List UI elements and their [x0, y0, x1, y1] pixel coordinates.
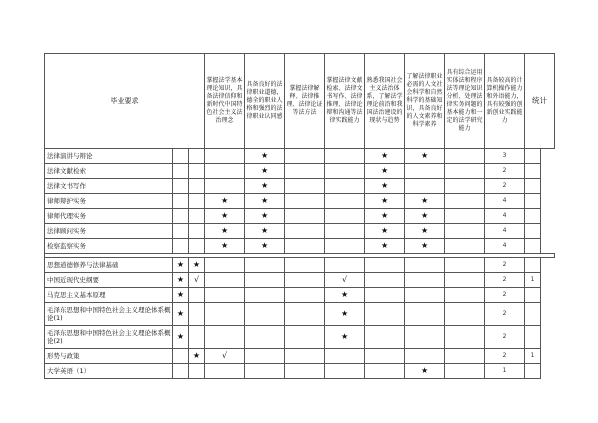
- mark-cell: [445, 149, 485, 164]
- count-cell: 2: [485, 288, 525, 303]
- extra-count-cell: [525, 164, 541, 179]
- mark-cell: ★: [365, 164, 405, 179]
- table-row: [45, 209, 555, 224]
- mark-cell: [285, 258, 325, 273]
- mark-cell: [205, 258, 245, 273]
- mark-cell: √: [325, 273, 365, 288]
- mark-cell: [189, 303, 205, 326]
- mark-cell: [189, 239, 205, 254]
- mark-cell: ★: [365, 179, 405, 194]
- mark-cell: [173, 364, 189, 379]
- count-cell: 4: [485, 209, 525, 224]
- mark-cell: [405, 179, 445, 194]
- mark-cell: [205, 273, 245, 288]
- extra-count-cell: [525, 224, 541, 239]
- mark-cell: ★: [205, 239, 245, 254]
- table-row: [45, 288, 555, 303]
- course-name: 大学英语（1）: [45, 364, 173, 379]
- table-row: [45, 326, 555, 349]
- requirement-2: 具备良好的法律职业道德，德全的职业人格和强烈的法律职业认同感: [245, 54, 285, 149]
- extra-count-cell: [525, 149, 541, 164]
- mark-cell: [365, 288, 405, 303]
- mark-cell: [285, 349, 325, 364]
- mark-cell: [189, 194, 205, 209]
- mark-cell: [189, 149, 205, 164]
- mark-cell: [245, 288, 285, 303]
- mark-cell: [405, 164, 445, 179]
- mark-cell: [445, 179, 485, 194]
- mark-cell: [325, 224, 365, 239]
- mark-cell: [445, 288, 485, 303]
- extra-count-cell: [525, 326, 541, 349]
- mark-cell: [245, 273, 285, 288]
- mark-cell: [405, 288, 445, 303]
- mark-cell: [325, 209, 365, 224]
- mark-cell: [285, 224, 325, 239]
- requirement-8: 具备较高的计算机操作能力和外语能力，具有较强的创新创业实践能力: [485, 54, 525, 149]
- mark-cell: [285, 239, 325, 254]
- mark-cell: [245, 364, 285, 379]
- mark-cell: [365, 273, 405, 288]
- mark-cell: [285, 209, 325, 224]
- mark-cell: [205, 326, 245, 349]
- mark-cell: [205, 288, 245, 303]
- course-name: 思想道德修养与法律基础: [45, 258, 173, 273]
- extra-count-cell: [525, 364, 541, 379]
- mark-cell: [365, 364, 405, 379]
- requirement-7: 具有综合运用实体法和程序法等理论知识分析、处理法律实务问题的基本能力和一定的法学研究能力: [445, 54, 485, 149]
- mark-cell: [325, 179, 365, 194]
- mark-cell: [445, 209, 485, 224]
- table-row: [45, 273, 555, 288]
- mark-cell: [285, 364, 325, 379]
- course-name: 律师辩护实务: [45, 194, 173, 209]
- mark-cell: ★: [189, 258, 205, 273]
- course-name: 法律文献检索: [45, 164, 173, 179]
- mark-cell: [365, 258, 405, 273]
- mark-cell: [325, 149, 365, 164]
- course-name: 马克思主义基本原理: [45, 288, 173, 303]
- mark-cell: [445, 273, 485, 288]
- mark-cell: ★: [245, 194, 285, 209]
- mark-cell: [405, 303, 445, 326]
- mark-cell: [325, 258, 365, 273]
- mark-cell: ★: [325, 303, 365, 326]
- count-cell: 2: [485, 273, 525, 288]
- table-row: [45, 164, 555, 179]
- mark-cell: [405, 273, 445, 288]
- mark-cell: ★: [245, 209, 285, 224]
- mark-cell: [189, 179, 205, 194]
- mark-cell: ★: [365, 224, 405, 239]
- mark-cell: [445, 349, 485, 364]
- mark-cell: [173, 239, 189, 254]
- requirement-label: 毕业要求: [45, 54, 205, 149]
- mark-cell: [365, 326, 405, 349]
- course-name: 律师代理实务: [45, 209, 173, 224]
- mark-cell: ★: [325, 288, 365, 303]
- mark-cell: [445, 239, 485, 254]
- mark-cell: [245, 349, 285, 364]
- mark-cell: [365, 349, 405, 364]
- mark-cell: ★: [365, 239, 405, 254]
- mark-cell: ★: [365, 209, 405, 224]
- mark-cell: [445, 326, 485, 349]
- mark-cell: [189, 224, 205, 239]
- mark-cell: [205, 179, 245, 194]
- table-row: [45, 224, 555, 239]
- course-name: 毛泽东思想和中国特色社会主义理论体系概论(1): [45, 303, 173, 326]
- mark-cell: [205, 149, 245, 164]
- mark-cell: [445, 258, 485, 273]
- mark-cell: [189, 164, 205, 179]
- mark-cell: ★: [205, 224, 245, 239]
- count-cell: 2: [485, 164, 525, 179]
- extra-count-cell: 1: [525, 349, 541, 364]
- mark-cell: [285, 288, 325, 303]
- mark-cell: [325, 164, 365, 179]
- mark-cell: ★: [173, 288, 189, 303]
- mark-cell: ★: [245, 179, 285, 194]
- mark-cell: ★: [405, 149, 445, 164]
- mark-cell: ★: [173, 303, 189, 326]
- mark-cell: ★: [365, 194, 405, 209]
- mark-cell: [325, 194, 365, 209]
- course-name: 检察监察实务: [45, 239, 173, 254]
- mark-cell: [189, 326, 205, 349]
- mark-cell: [285, 273, 325, 288]
- mark-cell: ★: [205, 209, 245, 224]
- mark-cell: [173, 194, 189, 209]
- mark-cell: [173, 209, 189, 224]
- mark-cell: ★: [245, 149, 285, 164]
- count-cell: 2: [485, 179, 525, 194]
- mark-cell: ★: [405, 194, 445, 209]
- mark-cell: [173, 224, 189, 239]
- mark-cell: ★: [245, 224, 285, 239]
- mark-cell: [173, 349, 189, 364]
- table-row: [45, 194, 555, 209]
- mark-cell: ★: [245, 164, 285, 179]
- count-cell: 4: [485, 194, 525, 209]
- mark-cell: ★: [173, 273, 189, 288]
- extra-count-cell: [525, 239, 541, 254]
- mark-cell: [173, 149, 189, 164]
- mark-cell: [285, 303, 325, 326]
- count-cell: 2: [485, 303, 525, 326]
- mark-cell: [205, 364, 245, 379]
- mark-cell: √: [205, 349, 245, 364]
- total-label: 统计: [525, 54, 555, 149]
- mark-cell: [405, 349, 445, 364]
- count-cell: 2: [485, 326, 525, 349]
- mark-cell: [445, 194, 485, 209]
- table-row: [45, 349, 555, 364]
- count-cell: 1: [485, 364, 525, 379]
- table-row: [45, 179, 555, 194]
- mark-cell: [285, 149, 325, 164]
- mark-cell: [445, 303, 485, 326]
- mark-cell: [405, 258, 445, 273]
- mark-cell: ★: [205, 194, 245, 209]
- mark-cell: [173, 179, 189, 194]
- requirement-1: 掌握法学基本理论知识，具备法律信仰和新时代中国特色社会主义法治理念: [205, 54, 245, 149]
- table-row: [45, 303, 555, 326]
- table-row: [45, 239, 555, 254]
- table-row: [45, 149, 555, 164]
- mark-cell: [325, 239, 365, 254]
- mark-cell: [365, 303, 405, 326]
- mark-cell: [285, 194, 325, 209]
- mark-cell: [445, 364, 485, 379]
- course-name: 法律演讲与辩论: [45, 149, 173, 164]
- mark-cell: ★: [365, 149, 405, 164]
- mark-cell: [245, 326, 285, 349]
- mark-cell: ★: [173, 258, 189, 273]
- mark-cell: [405, 326, 445, 349]
- course-name: 法律文书写作: [45, 179, 173, 194]
- mark-cell: [189, 364, 205, 379]
- mark-cell: [189, 209, 205, 224]
- mark-cell: [285, 164, 325, 179]
- mark-cell: [445, 164, 485, 179]
- count-cell: 4: [485, 239, 525, 254]
- extra-count-cell: 1: [525, 273, 541, 288]
- extra-count-cell: [525, 258, 541, 273]
- extra-count-cell: [525, 209, 541, 224]
- count-cell: 4: [485, 224, 525, 239]
- mark-cell: √: [189, 273, 205, 288]
- mark-cell: [205, 164, 245, 179]
- mark-cell: ★: [189, 349, 205, 364]
- count-cell: 2: [485, 349, 525, 364]
- extra-count-cell: [525, 288, 541, 303]
- mark-cell: ★: [405, 364, 445, 379]
- mark-cell: [245, 258, 285, 273]
- mark-cell: ★: [173, 326, 189, 349]
- mark-cell: [245, 303, 285, 326]
- requirement-4: 掌握法律文献检索、法律文书写作、法律推理、法律论辩和沟通等法律实践能力: [325, 54, 365, 149]
- mark-cell: [285, 326, 325, 349]
- requirements-matrix: [44, 53, 555, 379]
- requirement-3: 掌握法律解释、法律推理、法律论证等法方法: [285, 54, 325, 149]
- mark-cell: [173, 164, 189, 179]
- extra-count-cell: [525, 179, 541, 194]
- mark-cell: ★: [405, 239, 445, 254]
- mark-cell: [285, 179, 325, 194]
- extra-count-cell: [525, 194, 541, 209]
- mark-cell: [325, 364, 365, 379]
- count-cell: 2: [485, 258, 525, 273]
- table-row: [45, 364, 555, 379]
- mark-cell: ★: [405, 209, 445, 224]
- requirement-5: 熟悉我国社会主义法治体系，了解法学理论前沿和我国法治建设的现状与趋势: [365, 54, 405, 149]
- mark-cell: [445, 224, 485, 239]
- mark-cell: ★: [405, 224, 445, 239]
- mark-cell: [189, 288, 205, 303]
- course-name: 中国近现代史纲要: [45, 273, 173, 288]
- requirement-6: 了解法律职业必需的人文社会科学和自然科学的基础知识，具备良好的人文素养和科学素养: [405, 54, 445, 149]
- mark-cell: [325, 349, 365, 364]
- count-cell: 3: [485, 149, 525, 164]
- header-row: [45, 54, 555, 149]
- table-row: [45, 258, 555, 273]
- mark-cell: ★: [325, 326, 365, 349]
- course-name: 形势与政策: [45, 349, 173, 364]
- mark-cell: ★: [245, 239, 285, 254]
- extra-count-cell: [525, 303, 541, 326]
- mark-cell: [205, 303, 245, 326]
- course-name: 毛泽东思想和中国特色社会主义理论体系概论(2): [45, 326, 173, 349]
- course-name: 法律顾问实务: [45, 224, 173, 239]
